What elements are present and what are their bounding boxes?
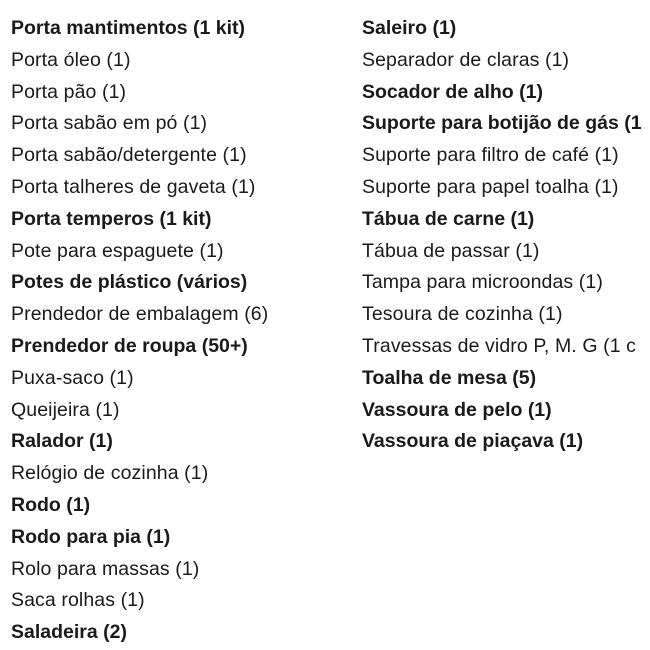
list-item: Puxa-saco (1) (11, 366, 134, 389)
list-item: Saleiro (1) (362, 17, 457, 39)
list-item: Porta mantimentos (1 kit) (11, 17, 246, 39)
list-item: Pote para espaguete (1) (11, 239, 224, 262)
list-item: Porta pão (1) (11, 80, 127, 103)
list-item: Porta sabão/detergente (1) (11, 144, 247, 167)
list-item: Vassoura de pelo (1) (362, 398, 552, 421)
list-item: Prendedor de embalagem (6) (11, 303, 269, 326)
list-item: Rolo para massas (1) (11, 557, 200, 580)
list-item: Porta sabão em pó (1) (11, 112, 208, 135)
list-item: Suporte para botijão de gás (1 (362, 112, 642, 135)
list-item: Toalha de mesa (5) (362, 366, 537, 389)
list-item: Tábua de passar (1) (362, 239, 540, 262)
list-item: Tábua de carne (1) (362, 207, 535, 230)
list-item: Relógio de cozinha (1) (11, 462, 209, 485)
list-item: Porta temperos (1 kit) (11, 207, 212, 230)
list-item: Queijeira (1) (11, 398, 120, 421)
list-item: Porta talheres de gaveta (1) (11, 175, 256, 198)
left-column-list (11, 13, 356, 649)
list-item: Tesoura de cozinha (1) (362, 303, 563, 326)
list-item: Porta óleo (1) (11, 48, 131, 71)
list-item: Suporte para papel toalha (1) (362, 175, 619, 198)
list-item: Prendedor de roupa (50+) (11, 334, 248, 357)
list-item: Rodo para pia (1) (11, 525, 171, 548)
list-item: Vassoura de piaçava (1) (362, 430, 584, 453)
list-item: Suporte para filtro de café (1) (362, 144, 619, 167)
right-column-list (362, 13, 650, 458)
list-item: Potes de plástico (vários) (11, 271, 248, 294)
list-item: Travessas de vidro P, M. G (1 c (362, 334, 637, 357)
list-item: Rodo (1) (11, 493, 91, 516)
list-item: Saca rolhas (1) (11, 589, 145, 612)
list-item: Ralador (1) (11, 430, 113, 453)
list-item: Saladeira (2) (11, 621, 127, 644)
list-item: Socador de alho (1) (362, 80, 543, 103)
list-item: Separador de claras (1) (362, 48, 570, 71)
list-item: Tampa para microondas (1) (362, 271, 603, 294)
